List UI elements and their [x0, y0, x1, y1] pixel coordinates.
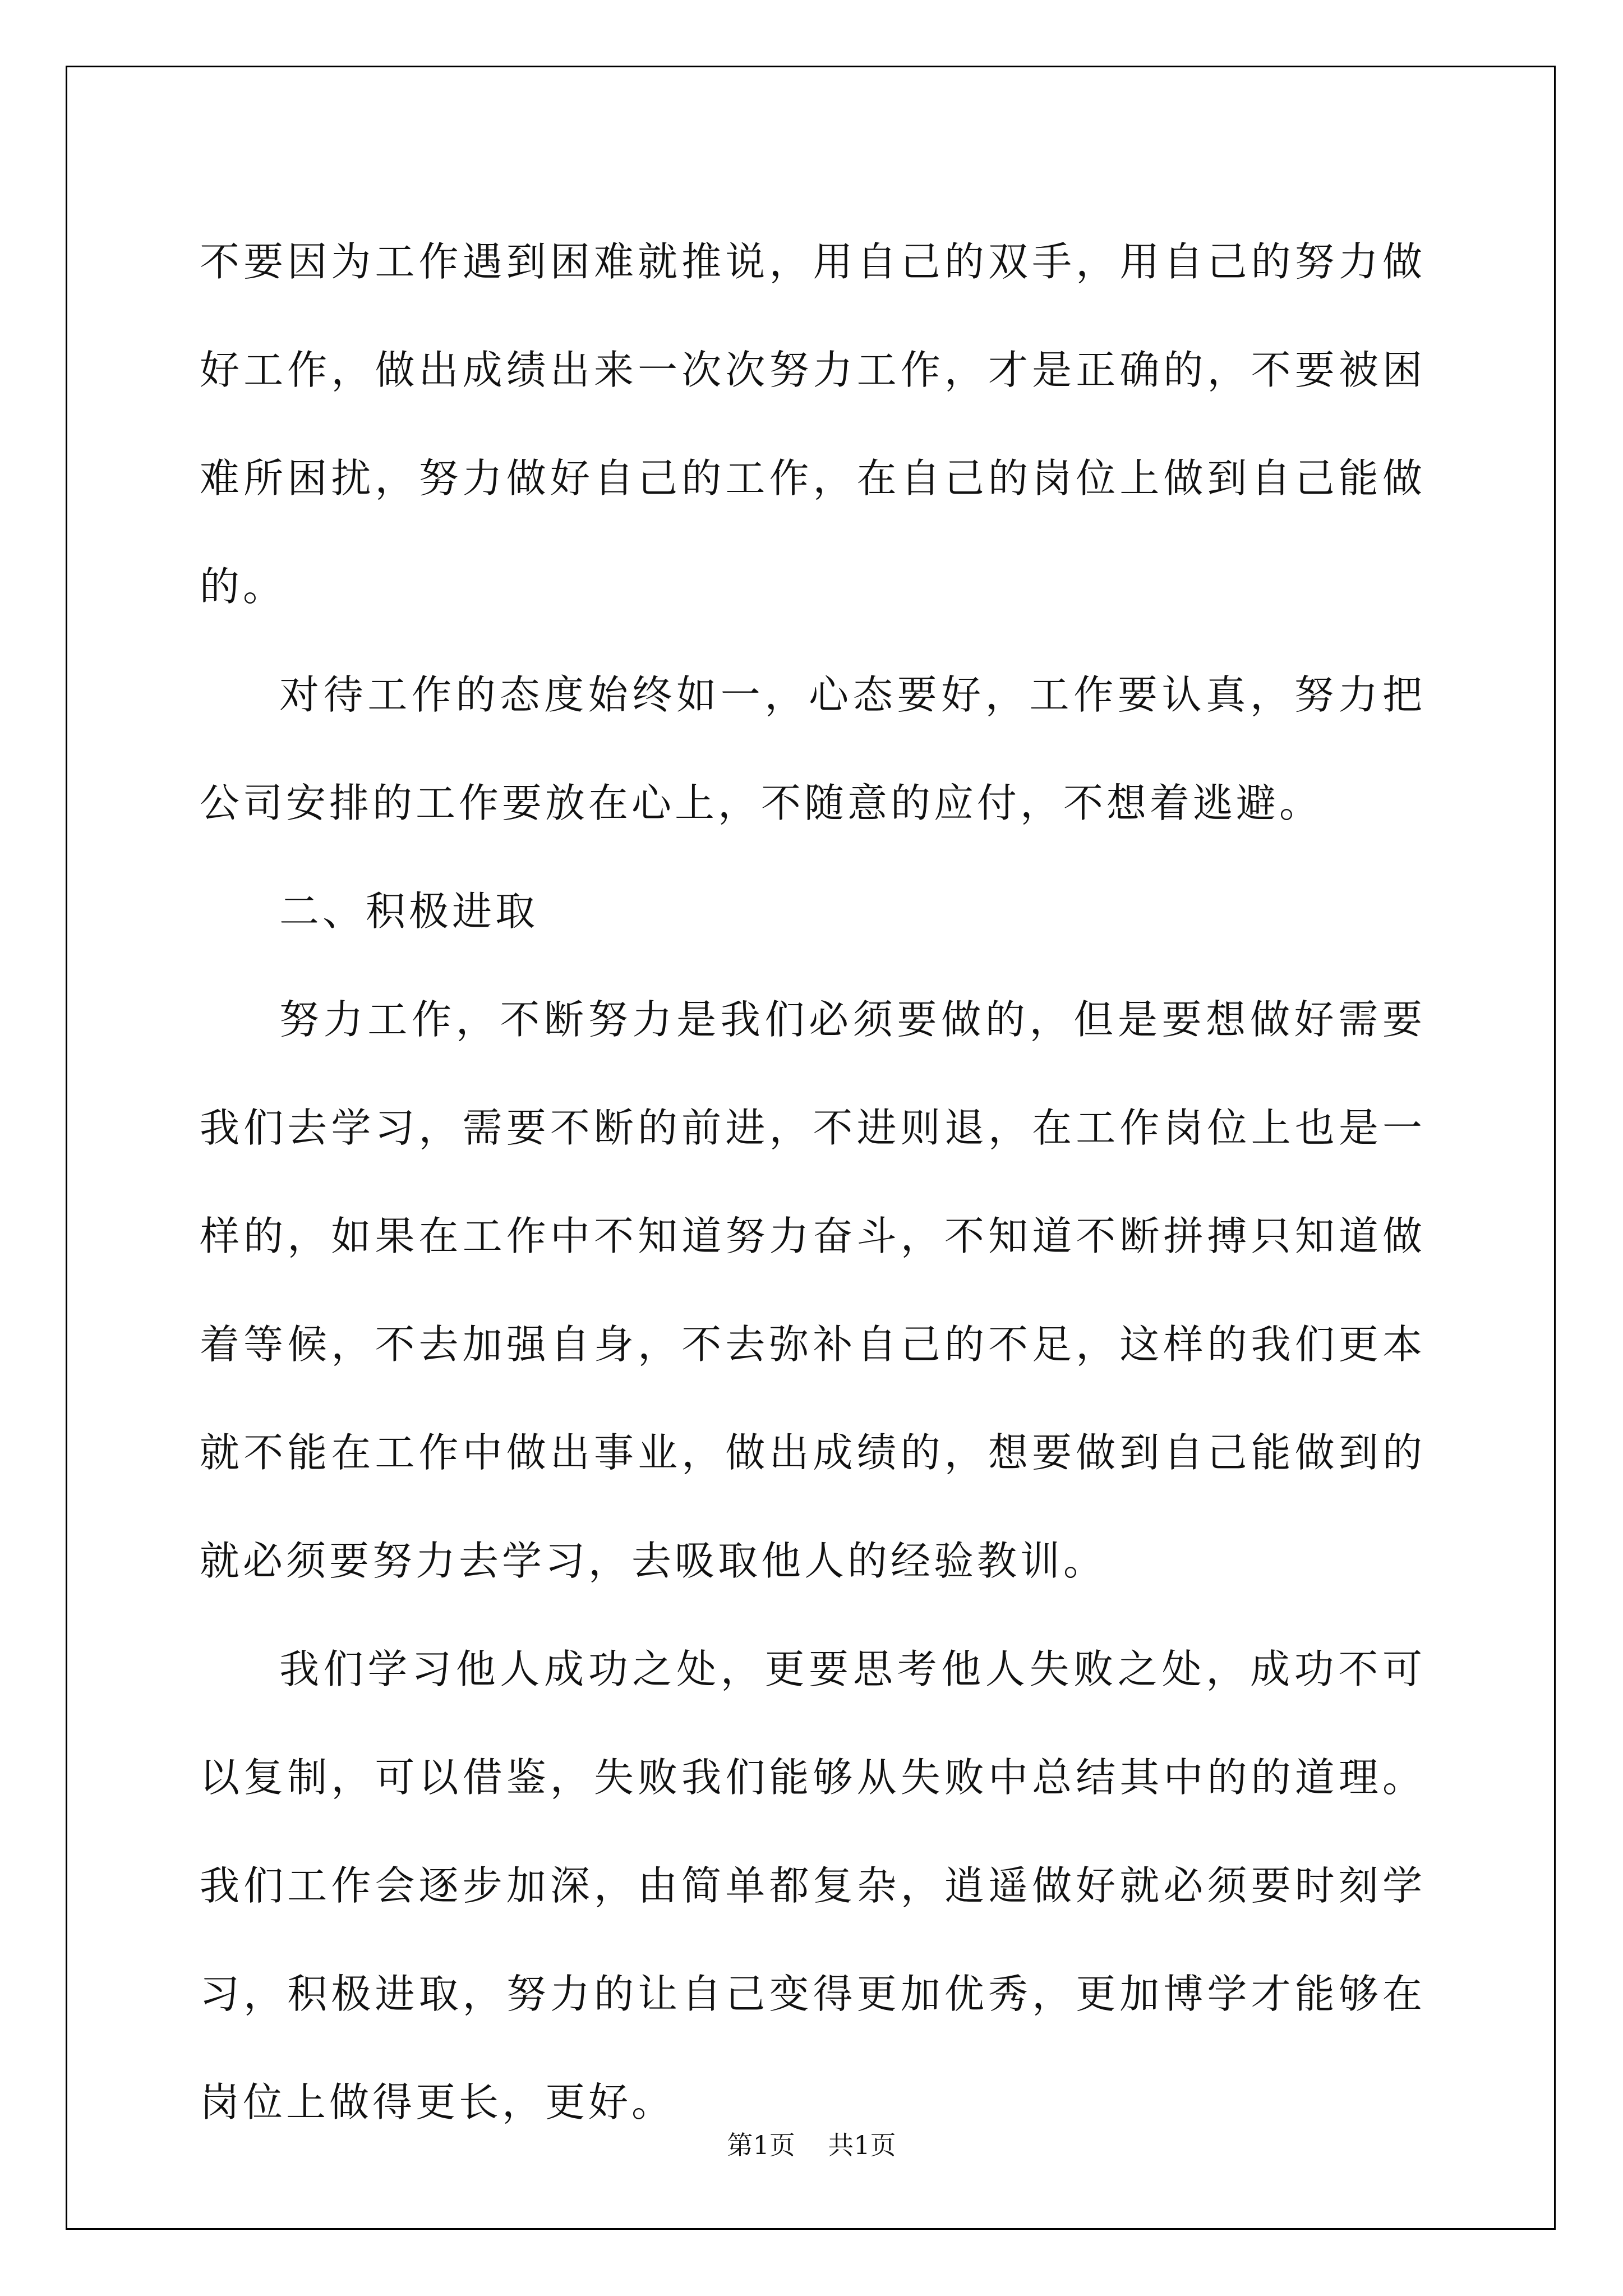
paragraph-4: 我们学习他人成功之处，更要思考他人失败之处，成功不可以复制，可以借鉴，失败我们能够从失败中总结其中的的道理。我们工作会逐步加深，由简单都复杂，逍遥做好就必须要时刻学习，积极进取，努力的让自己变得更加优秀，更加博学才能够在岗位上做得更长，更好。	[200, 1646, 1426, 2125]
paragraph-1: 不要因为工作遇到困难就推说，用自己的双手，用自己的努力做好工作，做出成绩出来一次次努力工作，才是正确的，不要被困难所困扰，努力做好自己的工作，在自己的岗位上做到自己能做的。	[200, 238, 1426, 610]
section-heading: 二、积极进取	[279, 888, 539, 935]
paragraph-3: 努力工作，不断努力是我们必须要做的，但是要想做好需要我们去学习，需要不断的前进，不进则退，在工作岗位上也是一样的，如果在工作中不知道努力奋斗，不知道不断拼搏只知道做着等候，不去加强自身，不去弥补自己的不足，这样的我们更本就不能在工作中做出事业，做出成绩的，想要做到自己能做到的就必须要努力去学习，去吸取他人的经验教训。	[200, 996, 1426, 1584]
page-number: 第1页	[727, 2130, 795, 2160]
page-footer	[0, 2125, 1623, 2162]
paragraph-2: 对待工作的态度始终如一，心态要好，工作要认真，努力把公司安排的工作要放在心上，不随意的应付，不想着逃避。	[200, 671, 1426, 826]
page-total: 共1页	[828, 2130, 896, 2160]
document-body	[200, 208, 1426, 2156]
